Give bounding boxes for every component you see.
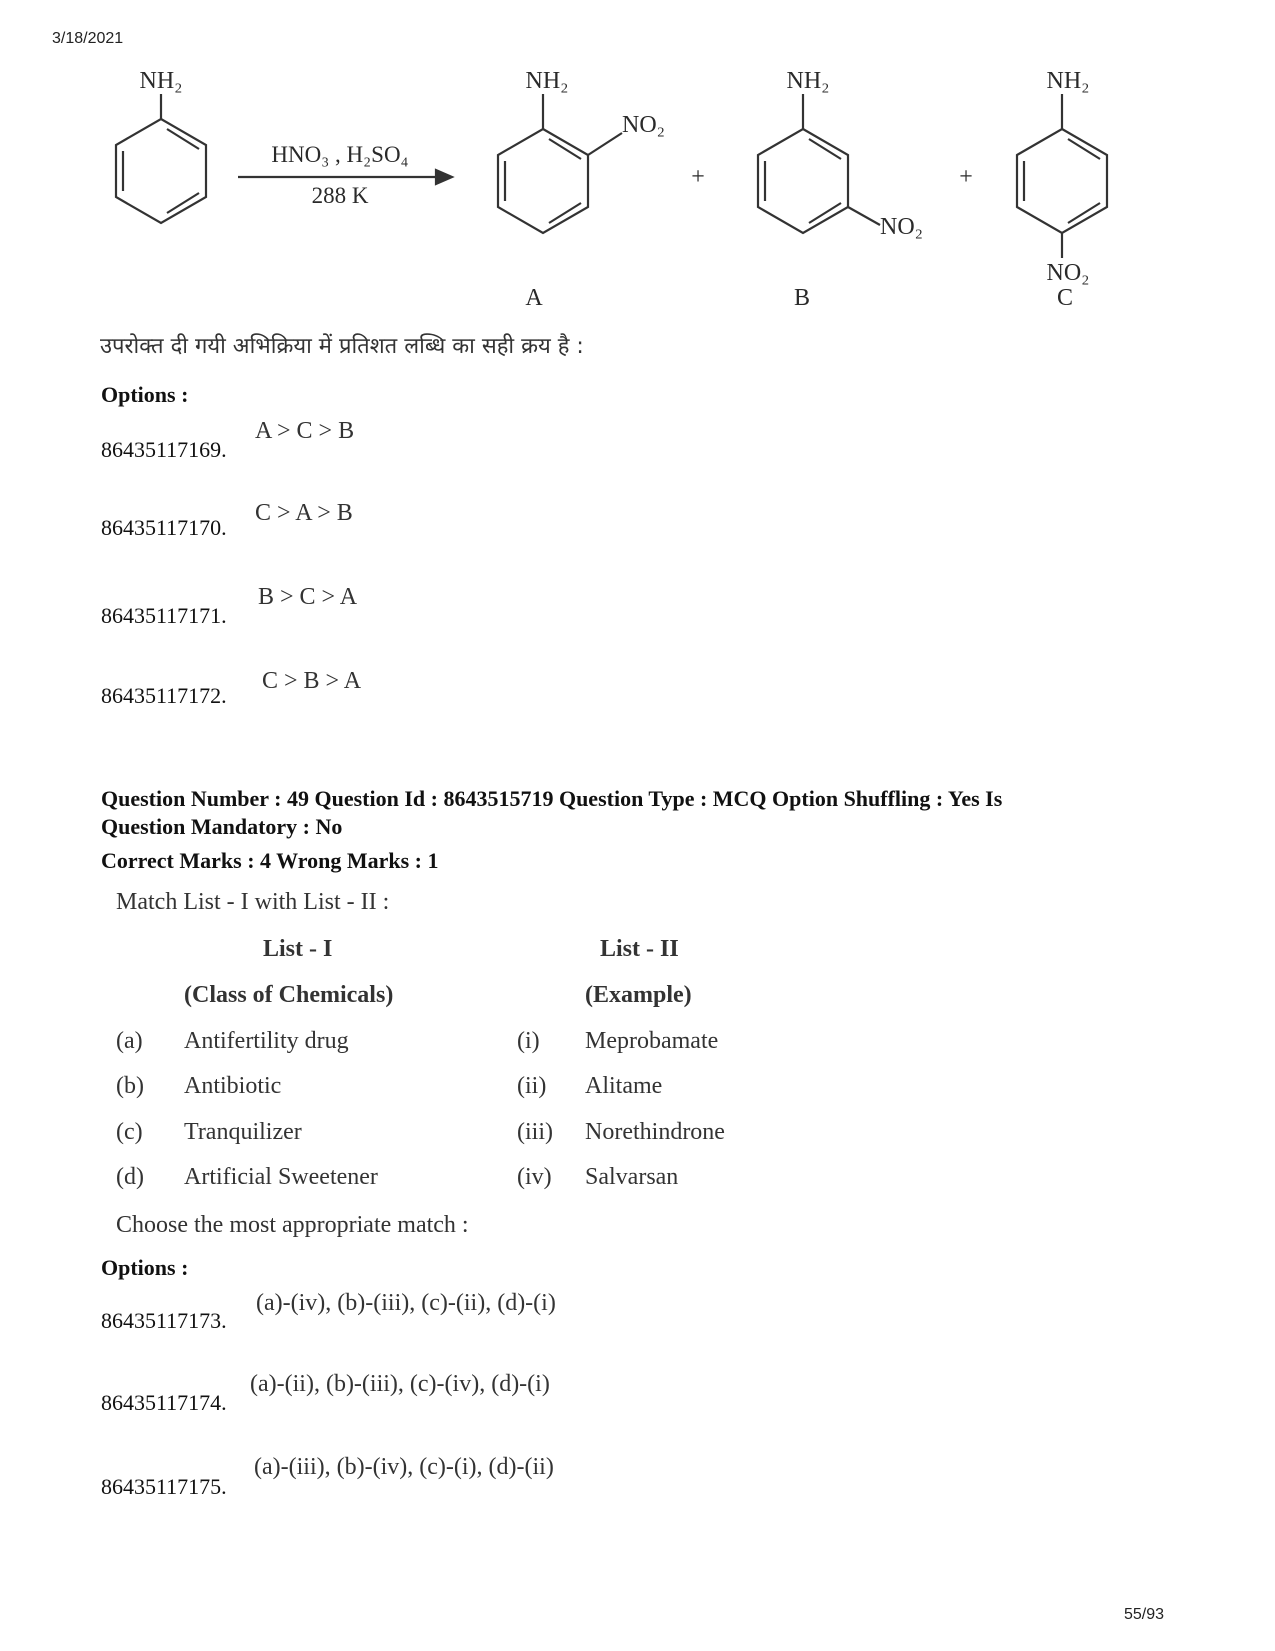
row-iv-example: Salvarsan: [585, 1164, 679, 1190]
row-a-key: (a): [116, 1028, 143, 1054]
row-iii-key: (iii): [517, 1119, 553, 1145]
q48-prompt: उपरोक्त दी गयी अभिक्रिया में प्रतिशत लब्धि का सही क्रय है :: [100, 334, 584, 359]
page-number: 55/93: [1124, 1606, 1165, 1623]
product-a-ring: [498, 94, 622, 233]
row-iv-key: (iv): [517, 1164, 552, 1190]
q49-choose-prompt: Choose the most appropriate match :: [116, 1212, 469, 1238]
product-a-nh2-label: NH₂: [525, 68, 569, 94]
row-d-key: (d): [116, 1164, 144, 1190]
product-c-no2-label: NO₂: [1046, 260, 1090, 286]
q49-meta-line-2: Question Mandatory : No: [101, 814, 343, 839]
row-i-key: (i): [517, 1028, 540, 1054]
row-b-key: (b): [116, 1073, 144, 1099]
q49-option-3-text: (a)-(iii), (b)-(iv), (c)-(i), (d)-(ii): [254, 1454, 554, 1480]
q48-option-3-id: 86435117171.: [101, 603, 227, 628]
q48-option-1-text: A > C > B: [255, 418, 355, 444]
print-date: 3/18/2021: [52, 30, 124, 47]
q48-option-1-id: 86435117169.: [101, 437, 227, 462]
q48-option-4-text: C > B > A: [262, 668, 362, 694]
list-1-title: List - I: [263, 936, 333, 962]
q49-options-label: Options :: [101, 1255, 189, 1280]
row-c-class: Tranquilizer: [184, 1119, 302, 1145]
row-ii-key: (ii): [517, 1073, 547, 1099]
aniline-ring: [116, 94, 206, 223]
reagent-label: HNO₃ , H₂SO₄: [271, 142, 409, 167]
reaction-arrow: [238, 170, 452, 184]
q49-option-2-id: 86435117174.: [101, 1390, 227, 1415]
q48-options-label: Options :: [101, 382, 189, 407]
q48-option-4-id: 86435117172.: [101, 683, 227, 708]
product-c-ring: [1017, 94, 1107, 258]
product-c-nh2-label: NH₂: [1046, 68, 1090, 94]
q49-option-1-id: 86435117173.: [101, 1308, 227, 1333]
q48-option-2-text: C > A > B: [255, 500, 353, 526]
row-ii-example: Alitame: [585, 1073, 663, 1099]
row-iii-example: Norethindrone: [585, 1119, 725, 1145]
aniline-nh2-label: NH₂: [139, 68, 183, 94]
product-b-label: B: [793, 285, 811, 310]
product-a-no2-label: NO₂: [622, 112, 666, 138]
product-b-no2-label: NO₂: [880, 214, 924, 240]
q48-option-3-text: B > C > A: [258, 584, 358, 610]
product-b-ring: [758, 94, 880, 233]
row-b-class: Antibiotic: [184, 1073, 282, 1099]
plus-sign-1: +: [691, 164, 705, 190]
list-2-title: List - II: [600, 936, 679, 962]
list-2-subtitle: (Example): [585, 982, 692, 1008]
row-d-class: Artificial Sweetener: [184, 1164, 378, 1190]
q48-option-2-id: 86435117170.: [101, 515, 227, 540]
row-i-example: Meprobamate: [585, 1028, 719, 1054]
q49-option-1-text: (a)-(iv), (b)-(iii), (c)-(ii), (d)-(i): [256, 1290, 556, 1316]
row-a-class: Antifertility drug: [184, 1028, 349, 1054]
temperature-label: 288 K: [311, 183, 369, 208]
q49-marks: Correct Marks : 4 Wrong Marks : 1: [101, 848, 439, 873]
list-1-subtitle: (Class of Chemicals): [184, 982, 394, 1008]
reaction-scheme: [0, 0, 1275, 310]
product-b-nh2-label: NH₂: [786, 68, 830, 94]
row-c-key: (c): [116, 1119, 143, 1145]
product-c-label: C: [1056, 285, 1074, 310]
product-a-label: A: [525, 285, 543, 310]
q49-option-2-text: (a)-(ii), (b)-(iii), (c)-(iv), (d)-(i): [250, 1371, 550, 1397]
q49-meta-line-1: Question Number : 49 Question Id : 8643515719 Question Type : MCQ Option Shuffling : Yes Is: [101, 786, 1003, 811]
plus-sign-2: +: [959, 164, 973, 190]
q49-option-3-id: 86435117175.: [101, 1474, 227, 1499]
q49-instruction: Match List - I with List - II :: [116, 889, 390, 915]
